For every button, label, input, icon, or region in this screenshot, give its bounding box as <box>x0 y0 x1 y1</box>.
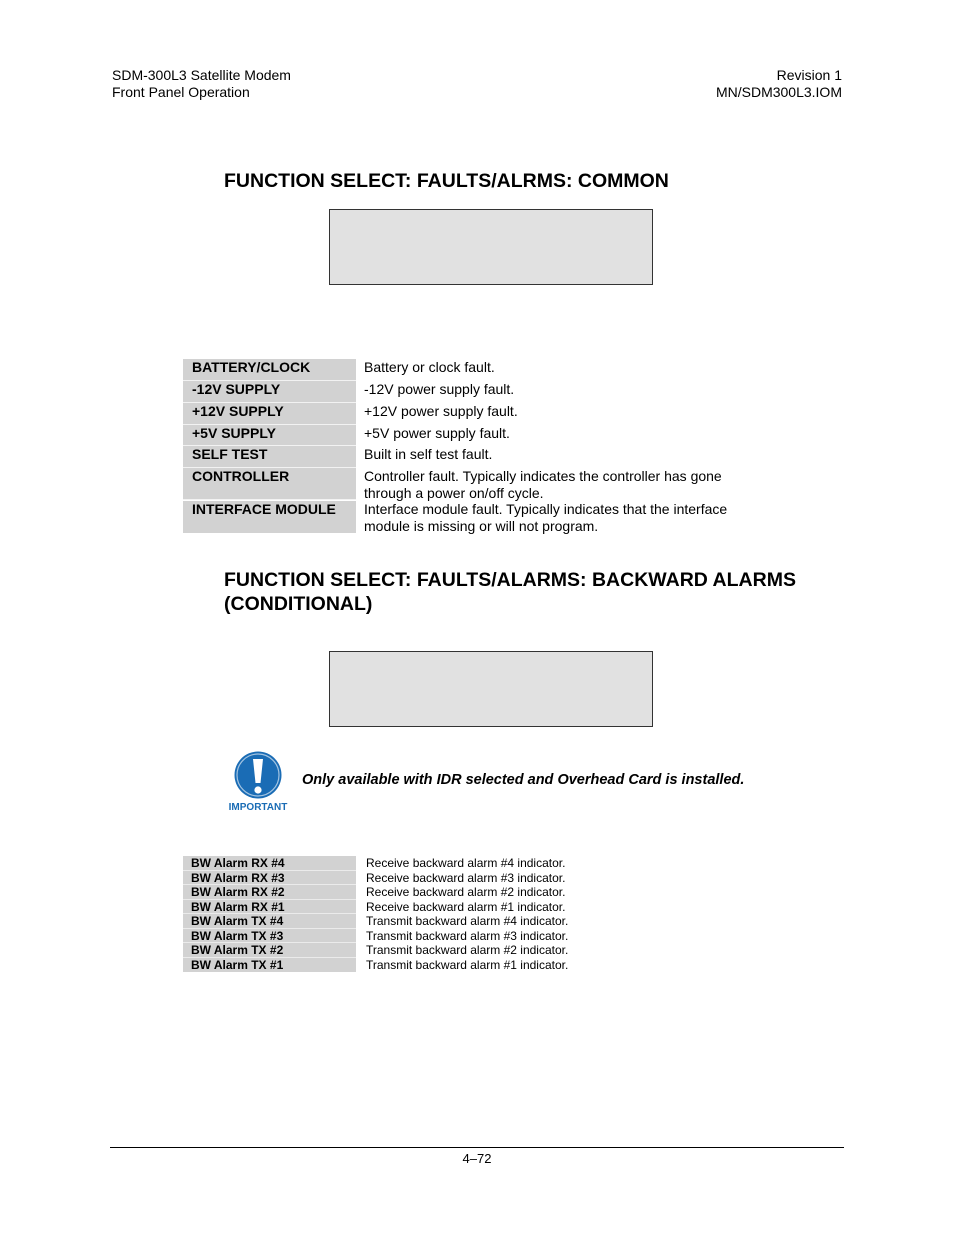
lcd-display-common <box>329 209 653 285</box>
alarm-description: Receive backward alarm #1 indicator. <box>366 899 566 914</box>
alarm-description: Transmit backward alarm #3 indicator. <box>366 928 569 943</box>
footer-rule <box>110 1147 844 1148</box>
doc-chapter: Front Panel Operation <box>112 84 250 100</box>
fault-key: CONTROLLER <box>183 468 356 500</box>
fault-description: Interface module fault. Typically indicates that the interface module is missing or will not program. <box>364 501 728 534</box>
section-title-common: FUNCTION SELECT: FAULTS/ALRMS: COMMON <box>224 170 669 192</box>
section-title-backward-alarms: FUNCTION SELECT: FAULTS/ALARMS: BACKWARD ALARMS (CONDITIONAL) <box>224 569 796 615</box>
alarm-key: BW Alarm RX #4 <box>183 856 356 871</box>
alarm-description: Receive backward alarm #3 indicator. <box>366 870 566 885</box>
running-header-left <box>112 67 291 101</box>
alarm-description: Transmit backward alarm #4 indicator. <box>366 914 569 928</box>
alarm-key: BW Alarm TX #4 <box>183 914 356 929</box>
alarm-key: BW Alarm RX #2 <box>183 885 356 900</box>
fault-key: +12V SUPPLY <box>183 403 356 425</box>
alarm-description: Receive backward alarm #4 indicator. <box>366 856 566 870</box>
alarm-description: Transmit backward alarm #1 indicator. <box>366 957 569 972</box>
fault-description: +12V power supply fault. <box>364 403 518 419</box>
doc-revision: Revision 1 <box>776 67 842 83</box>
lcd-display-backward-alarms <box>329 651 653 727</box>
doc-number: MN/SDM300L3.IOM <box>715 84 842 100</box>
doc-title: SDM-300L3 Satellite Modem <box>112 67 291 83</box>
fault-key: INTERFACE MODULE <box>183 501 356 533</box>
alarm-key: BW Alarm RX #1 <box>183 900 356 915</box>
alarm-key: BW Alarm TX #3 <box>183 929 356 944</box>
fault-key: BATTERY/CLOCK <box>183 359 356 381</box>
fault-key: +5V SUPPLY <box>183 425 356 446</box>
important-note: Only available with IDR selected and Overhead Card is installed. <box>302 772 745 788</box>
fault-key: -12V SUPPLY <box>183 381 356 403</box>
alarm-description: Transmit backward alarm #2 indicator. <box>366 943 569 957</box>
alarm-key: BW Alarm RX #3 <box>183 871 356 886</box>
fault-description: Battery or clock fault. <box>364 359 495 375</box>
fault-description: -12V power supply fault. <box>364 381 515 397</box>
page-number: 4–72 <box>462 1151 492 1166</box>
fault-description: +5V power supply fault. <box>364 425 510 441</box>
alarm-description: Receive backward alarm #2 indicator. <box>366 885 566 899</box>
fault-description: Built in self test fault. <box>364 446 493 462</box>
fault-description: Controller fault. Typically indicates the controller has gone through a power on/off cycle. <box>364 468 722 501</box>
important-label: IMPORTANT <box>228 802 288 813</box>
alarm-key: BW Alarm TX #1 <box>183 958 356 973</box>
important-icon <box>224 750 292 816</box>
alarm-key: BW Alarm TX #2 <box>183 943 356 958</box>
fault-key: SELF TEST <box>183 446 356 468</box>
running-header-right <box>716 67 842 101</box>
